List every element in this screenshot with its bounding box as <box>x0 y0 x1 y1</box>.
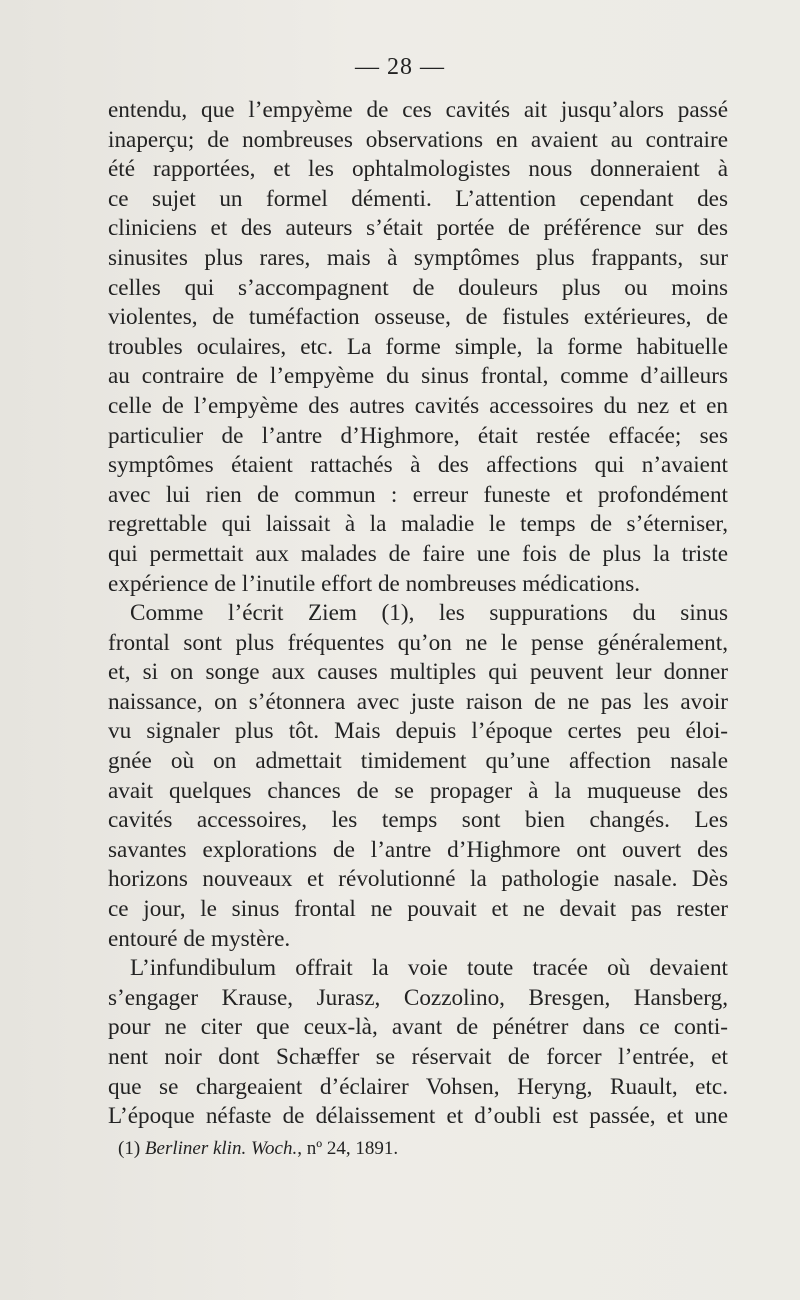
text-line: frontal sont plus fréquentes qu’on ne le pense généralement, <box>108 629 728 656</box>
text-line: symptômes étaient rattachés à des affections qui n’avaient <box>108 452 728 479</box>
text-line: entouré de mystère. <box>108 925 291 952</box>
text-line: gnée où on admettait timidement qu’une affection nasale <box>108 748 728 775</box>
text-line: s’engager Krause, Jurasz, Cozzolino, Bresgen, Hansberg, <box>108 984 728 1011</box>
text-line: au contraire de l’empyème du sinus frontal, comme d’ailleurs <box>108 363 728 390</box>
text-line: cliniciens et des auteurs s’était portée de préférence sur des <box>108 215 728 242</box>
text-line: regrettable qui laissait à la maladie le temps de s’éterniser, <box>108 511 728 538</box>
text-line: avait quelques chances de se propager à la muqueuse des <box>108 777 728 804</box>
text-line: L’infundibulum offrait la voie toute tracée où devaient <box>130 955 728 982</box>
text-line: troubles oculaires, etc. La forme simple, la forme habituelle <box>108 333 728 360</box>
text-line: Comme l’écrit Ziem (1), les suppurations du sinus <box>130 600 728 627</box>
text-line: nent noir dont Schæffer se réservait de forcer l’entrée, et <box>108 1044 728 1070</box>
text-line: ce sujet un formel démenti. L’attention cependant des <box>108 185 728 212</box>
footnote-journal: Berliner klin. Woch. <box>144 1138 298 1159</box>
text-line: que se chargeaient d’éclairer Vohsen, Heryng, Ruault, etc. <box>108 1073 728 1100</box>
text-line: entendu, que l’empyème de ces cavités ait jusqu’alors passé <box>108 97 728 123</box>
text-line: ce jour, le sinus frontal ne pouvait et ne devait pas rester <box>108 896 728 923</box>
footnote-citation: , nº 24, 1891. <box>297 1138 399 1159</box>
page-number: — 28 — <box>355 54 445 80</box>
text-line: sinusites plus rares, mais à symptômes plus frappants, sur <box>108 244 728 271</box>
text-line: horizons nouveaux et révolutionné la pathologie nasale. Dès <box>108 866 728 893</box>
text-line: et, si on songe aux causes multiples qui peuvent leur donner <box>108 659 728 686</box>
text-line: avec lui rien de commun : erreur funeste et profondément <box>108 481 728 508</box>
text-line: été rapportées, et les ophtalmologistes nous donneraient à <box>108 156 728 183</box>
text-line: celle de l’empyème des autres cavités accessoires du nez et en <box>108 392 728 419</box>
footnote <box>118 1138 398 1160</box>
text-line: violentes, de tuméfaction osseuse, de fistules extérieures, de <box>108 304 728 331</box>
footnote-marker: (1) <box>118 1138 141 1159</box>
text-line: expérience de l’inutile effort de nombreuses médications. <box>108 570 641 597</box>
body-text <box>108 96 728 1132</box>
text-line: qui permettait aux malades de faire une fois de plus la triste <box>108 540 728 567</box>
text-line: vu signaler plus tôt. Mais depuis l’époque certes peu éloi- <box>108 718 728 745</box>
text-line: cavités accessoires, les temps sont bien changés. Les <box>108 807 728 834</box>
text-line: particulier de l’antre d’Highmore, était restée effacée; ses <box>108 422 728 449</box>
text-line: inaperçu; de nombreuses observations en avaient au contraire <box>108 126 728 153</box>
text-line: L’époque néfaste de délaissement et d’oubli est passée, et une <box>108 1103 728 1130</box>
text-line: naissance, on s’étonnera avec juste raison de ne pas les avoir <box>108 688 728 715</box>
text-line: pour ne citer que ceux-là, avant de pénétrer dans ce conti- <box>108 1014 728 1041</box>
text-line: savantes explorations de l’antre d’Highmore ont ouvert des <box>108 836 728 863</box>
text-line: celles qui s’accompagnent de douleurs plus ou moins <box>108 274 728 301</box>
